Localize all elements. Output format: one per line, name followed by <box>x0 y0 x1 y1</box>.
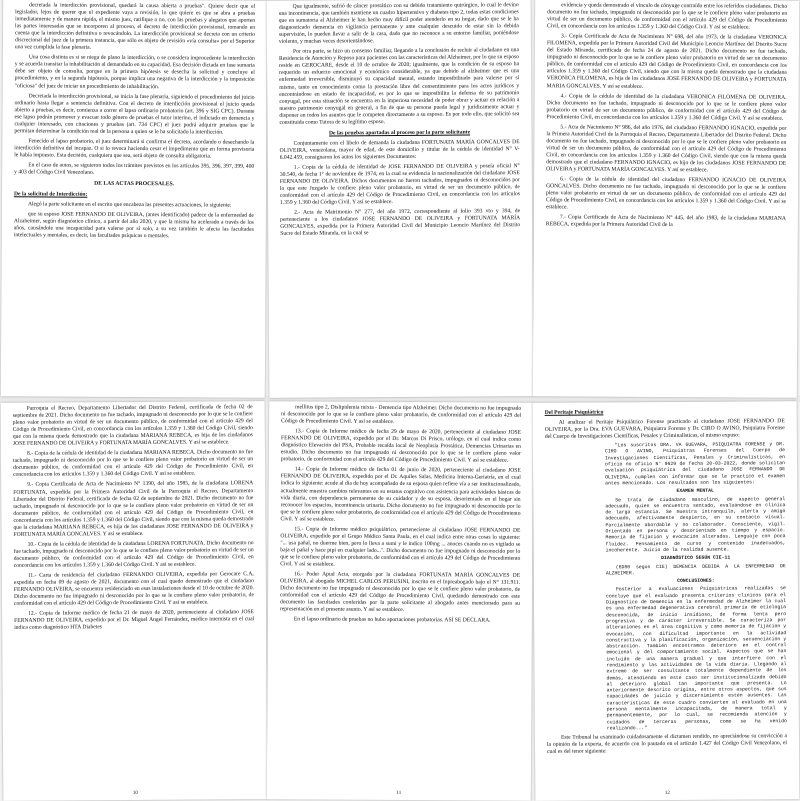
paragraph: Fenecido el lapso probatorio, el juez determinará si confirma el decreto, acordando o desechando la interdicción definitiva del incapaz. O si lo revoca haciendo cesar el impedimento que en forma provisoria le había impuesto. Esta decisión, cualquiera que sea, será objeto de consulta obligatoria. <box>14 138 255 160</box>
paragraph: evidencia y queda demostrado el vínculo de cónyuge contraído entre los referidos ciudadanos. Dicho documento no fue tachado, impugnado ni desconocido por lo que se le confiere pleno valor probatorio en virtud de ser un documento público, de conformidad con el artículo 429 del Código de Procedimiento Civil, en concordancia con los artículos 1.359 y 1.360 del Código Civil. Y así se establece. <box>547 2 788 31</box>
document-page <box>1 401 268 801</box>
section-heading: DE LAS ACTAS PROCESALES. <box>94 180 174 188</box>
paragraph: 12.- Copia de Informe médico de fecha 21 de mayo de 2020, perteneciente al ciudadano JOSE FERNANDO DE OLIVEIRA, expedido por el Dr. Miguel Angel Fernández, médico internista en el cual indica como diagnóstico HTA Diabetes <box>14 609 255 632</box>
page-content <box>13 404 255 632</box>
document-page <box>267 0 534 398</box>
report-heading: DIAGNÓSTICO SEGÚN CIE-11 <box>661 555 731 562</box>
report-heading: CONCLUSIONES: <box>677 578 715 585</box>
document-page <box>267 401 533 801</box>
document-page <box>533 0 799 398</box>
paragraph: mellitus tipo 2, Dislipidemia mixta - Demencia tipo Alzheimer. Dicho documento no fue impugnado ni desconocido por lo que se le confiere pleno valor probatorio, de conformidad con el artículo 429 del Código de Procedimiento Civil. Y así se establece. <box>281 404 522 426</box>
section-heading: De las pruebas aportadas al proceso por la parte solicitante <box>328 129 471 137</box>
paragraph: 9.- Copia Certificada de Acta de Nacimiento N° 1390, del año 1985, de la ciudadana LORENA FORTUNATA, expedida por la Primera Autoridad Civil de la Parroquia el Recreo, Departamento Libertador del Distrito Federal, certificada de fecha 02 de septiembre de 2021. Dicho documento no fue tachado, impugnado ni desconocido por lo que se le confiere pleno valor probatorio en virtud de ser un documento público, de conformidad con el artículo 429 del Código de Procedimiento Civil, en concordancia con los artículos 1.359 y 1.360 del Código Civil, siendo que con la misma queda demostrado que la ciudadana MARIANA REBECA, es hija de los ciudadanos JOSE FERNANDO DE OLIVEIRA y FORTUNATA MARÍA GONCALVES. Y así se establece. <box>13 480 254 538</box>
page-number: 11 <box>396 790 402 796</box>
page-content <box>546 2 787 230</box>
paragraph: 11.- Carta de residencia del ciudadano FERNANDO OLIVEIRA, expedida por Gerocare C.A, expedida en fecha 09 de agosto de 2021, documento con el cual quedo demostrado que el ciudadano FERNANDO OLIVEIRA, se encuentra residenciado en esas instalaciones desde el 10 de octubre de 2020. Dicho documento no fue impugnado ni desconocido por lo que se le confiere pleno valor probatorio, de conformidad con el artículo 429 del Código de Procedimiento Civil. Y así se establece. <box>13 571 254 608</box>
paragraph: Que igualmente, sufrió de cáncer prostático con su debido tratamiento quirúrgico, lo cual le devino una incontinencia, que también mantiene un cuadro hipertensivo y diabetes tipo 2, todas estas condiciones que en sumatoria al Alzheimer le han hecho muy difícil poder atenderlo en su hogar, dado que se le ha diagnosticado demencia en vigilancia permanente y ante cualquier descuido de estar sin la debida supervisión, lo pueden llevar a salir de la casa, dado que no reconoce a su entorno familiar, poniéndose violento, y muchas veces desorientándose. <box>278 2 519 46</box>
paragraph: 8.- Copia de la cédula de identidad de la ciudadana MARIANA REBECA. Dicho documento no fue tachado, impugnado ni desconocido por lo que se le confiere pleno valor probatorio en virtud de ser un documento público, de conformidad con el artículo 429 del Código de Procedimiento Civil, en concordancia con los artículos 1.359 y 1.360 del Código Civil. Y así se establece. <box>12 449 254 479</box>
paragraph: Alegó la parte solicitante en el escrito que encabeza las presentes actuaciones, lo siguiente: <box>27 201 232 209</box>
section-heading: Del Peritaje Psiquiátrico <box>544 409 604 416</box>
paragraph: 15.- Copia de Informe médico psiquiátrico, perteneciente al ciudadano JOSE FERNANDO DE OLIVEIRA, expedido por el Grupo Médico Santa Paula, en el cual indica entre otras cosas lo siguiente: "... usa pañal, no duerme bien, pero lo lleva a sumi y le indico 100mg ... anoces cuando no es vigilado se baja el pañal y hace pipí en cualquier lado...". Dicho documento no fue impugnado ni desconocido por lo que se le confiere pleno valor probatorio, de conformidad con el artículo 429 del Código de Procedimiento Civil. Y así se establece. <box>280 526 521 568</box>
report-paragraph: (6D80 según CIE) DEMENCIA DEBIDA A LA ENFERMEDAD DE ALZHEIMER. <box>605 563 786 577</box>
paragraph: 10.- Copia de la cédula de identidad de la ciudadana LORENA FORTUNATA. Dicho documento no fue tachado, impugnado ni desconocido por lo que se le confiere pleno valor probatorio en virtud de ser un documento público, de conformidad con el artículo 429 del Código de Procedimiento Civil, en concordancia con los artículos 1.359 y 1.360 del Código Civil. Y así se establece. <box>13 540 254 569</box>
section-heading: De la solicitud de Interdicción: <box>14 191 88 198</box>
paragraph: 16.- Poder Apud Acta, otorgado por la ciudadana FORTUNATA MARÍA GONCALVES DE OLIVEIRA, al abogado MICHEL CARLOS PERUSINI, inscrito en el Inpreabogado bajo el N° 131.911. Dicho documento no fue impugnado ni desconocido por lo que se le confiere pleno valor probatorio, de conformidad con el artículo 429 del Código de Procedimiento Civil, quedando demostrado con este documento las facultades conferidas por la parte solicitante al abogado antes mencionado para su representación en el presente asunto. Y así se establece. <box>279 571 521 614</box>
paragraph: Conjuntamente con el libelo de demanda la ciudadana FORTUNATA MARÍA GONCALVES DE OLIVEIRA, venezolana, mayor de edad, de este domicilio y titular de la cédula de identidad N° V-6.042.459, consignaron los autos los siguientes Documentos: <box>279 139 520 161</box>
page-content <box>545 408 787 756</box>
report-paragraph: Posterior a evaluaciones Psiquiátricas realizadas se concluye que el evaluado presenta criterios clínicos para el Diagnóstico de Demencia en la enfermedad de Alzheimer la cual es una enfermedad degenerativa cerebral primaria de etiología desconocida, de inicio insidioso, de forma lenta pero progresiva y de carácter irreversible. Se caracteriza por alteraciones en el área cognitiva y como memoria de fijación y evocación, con dificultad importante en la actividad constructiva y la planificación, organización, secuenciación y abstracción. También encontramos deterioro en el control emocional y del comportamiento social. Aspectos que se han incluido de una manera gradual y que interfiere con el rendimiento y las actividades de la vida diaria. Llegando al extremo de ser consultante totalmente dependiente de los demás, atendiendo en este caso ser institucionalizado debido al deterioro global tan importante que presenta. Lo anteriormente descrito origina, entre otros aspectos, que sus capacidades de juicio y discernimiento estén ausentes. Las características de este cuadro convierten al evaluado en una persona mentalmente incapacitada, de manera total y permanentemente, por lo cual, se recomienda atención y cuidados de terceras personas, como se ha venido realizando..." <box>605 586 787 732</box>
paragraph: 7.- Copia Certificada de Acta de Nacimiento N° 445, del año 1983, de la ciudadana MARIANA REBECA, expedida por la Primera Autoridad Civil de la <box>545 214 786 229</box>
paragraph: 13.- Copia de Informe médico de fecha 29 de mayo de 2020, perteneciente al ciudadano JOSE FERNANDO DE OLIVEIRA, expedido por el Dr. Marcos Di Prisco, urólogo, en el cual indica como diagnóstico Elevación del PSA, Probable recaída local de Neoplasia Prostática, Demencias Urinarias en estudio. Dicho documento no fue impugnado ni desconocido por lo que se le confiere pleno valor probatorio, de conformidad con el artículo 429 del Código de Procedimiento Civil. Y así se establece. <box>280 428 522 464</box>
page-content <box>280 404 521 625</box>
page-number: 12 <box>664 790 670 796</box>
paragraph: 4.- Copia de la cédula de identidad de la ciudadana VERONICA FILOMENA DE OLIVEIRA. Dicho documento no fue tachado, impugnado ni desconocido por lo que se le confiere pleno valor probatorio en virtud de ser un documento público, de conformidad con el artículo 429 del Código de Procedimiento Civil, en concordancia con los artículos 1.359 y 1.360 del Código Civil. Y así se establece. <box>546 92 787 122</box>
quoted-expert-report <box>605 442 787 732</box>
paragraph: Una cosa distinta es si se niega de plano la interdicción, o se considera improcedente la interdicción y se acuerda transitar la inhabilitación al demandado en su capacidad. Esa decisión dictada en fase sumaria debe ser objeto de consulta, porque en la primera hipótesis se desecha la solicitud y concluye el procedimiento, y en la segunda hipótesis, porque implica una negativa de la interdicción y la imposición "oficiosa" del juez de iniciar un procedimiento de inhabilitación. <box>14 54 255 90</box>
paragraph: 1.- Copia de la cédula de identidad de JOSE FERNANDO DE OLIVEIRA y poseía oficial N° 30.540, de fecha 1° de noviembre de 1974, en la cual se evidencia la nacionalización del ciudadano JOSE FERNANDO DE OLIVEIRA. Dichos documentos no fueron tachados, impugnados ni desconocidos por lo que este Juzgado le confiere pleno valor probatorio, en virtud de ser un documento público, de conformidad con el artículo 429 del Código de Procedimiento Civil, en concordancia con los artículos 1.359 y 1.360 del Código Civil. Y así se establece. <box>279 163 520 207</box>
paragraph: que su esposo JOSE FERNANDO DE OLIVEIRA, (antes identificado) padece de la enfermedad de Alzaheimer, según diagnóstico clínico, a partir del año 2020, y que la misma ha acelerado a través de los años, causándole una incapacidad para valerse por sí solo, a su vez también le afecta las facultades intelectuales y mentales, es decir, las facultades psíquicas o mentales. <box>13 211 254 240</box>
paragraph: Parroquia el Recreo, Departamento Libertador del Distrito Federal, certificada de fecha 02 de septiembre de 2021. Dicho documento no fue tachado, impugnado ni desconocido por lo que se le confiere pleno valor probatorio en virtud de ser un documento público, de conformidad con el artículo 429 del Código de Procedimiento Civil, en concordancia con los artículos 1.359 y 1.360 del Código Civil, siendo que con la misma queda demostrado que la ciudadana MARIANA REBECA, es hija de los ciudadanos JOSE FERNANDO DE OLIVEIRA y FORTUNATA MARÍA GONCALVES. Y así se establece. <box>12 404 253 448</box>
paragraph: En el caso de autos, se siguieron todos los trámites previstos en los artículos 395, 396, 397, 399, 400 y 403 del Código Civil Venezolano. <box>14 162 255 176</box>
page-content <box>279 2 521 238</box>
paragraph: Decretada la interdicción provisional, se inicia la fase plenaria, siguiendo el procedimiento del juicio ordinario hasta llegar a sentencia definitiva. Con el decreto de interdicción provisional el juicio queda abierto a pruebas, es decir, comienza a correr el lapso ordinario probatorio (art. 396 y SIG CPC). Durante ese lapso podrán promover y evacuar todo género de pruebas el tutor interino, el indiciado en demencia y cualquier interesado, con citaciones y pruebas (art. 734 CPC) el juez podrá adquirir pruebas que le permitan determinar la condición real de la persona a quien se le ha solicitado la interdicción. <box>14 92 255 136</box>
paragraph: Por otra parte, se hizo un consenso familiar, llegando a la conclusión de recluir al ciudadano en una Residencia de Atención y Reposo para pacientes con las características del Alzheimer, por lo que su esposo reside en GEROCARE, desde el 10 de octubre de 2020; igualmente, que la condición de su esposo ha requerido un esfuerzo emocional y económico considerable, ya que debido al alzheimer que es una enfermedad irreversible, disminuyó su capacidad mental, estando imposibilitado para valerse por sí mismo, tanto en conocimiento como la prestación libre del consentimiento para los actos jurídicos y encontrándose en estado de incapacidad, es por lo que se imposibilita la defensa de su patrimonio conyugal, por esta situación se encuentra en la imperiosa necesidad de poder obrar y actuar en relación a nuestro patrimonio conyugal en general, a fin de que su persona pueda legal y jurídicamente actuar y disponer en todos los asuntos que le competen directamente a su esposo. Es por todo ello, que solicitó sea constituida como Tutora de su legítimo esposo. <box>279 47 520 126</box>
page-content <box>14 2 255 241</box>
paragraph: 6.- Copia de la cédula de identidad del ciudadano FERNANDO IGNACIO DE OLIVEIRA GONCALVES. Dicho documento no fue tachado, impugnado ni desconocido por lo que se le confiere pleno valor probatorio en virtud de ser un documento público, de conformidad con el artículo 429 del Código de Procedimiento Civil, en concordancia con los artículos 1.359 y 1.360 del Código Civil. Y así se establece. <box>545 176 787 211</box>
paragraph: decretada la interdicción provisional, quedará la causa abierta a pruebas". Quiere decir que el legislador, lejos de querer que el expediente vaya a revisión, lo que quiere es que se abra a pruebas inmediatamente y de manera rápida, el mismo juez, ratifique o no, con las pruebas y alegatos que aporten las partes interesadas que se incorporen al proceso, el decreto de interdicción provisional, tomando en cuenta que la interdicción definitiva o revocándolo. La interdicción provisional se decreta con un criterio discrecional del juez de la primera instancia, que sólo es objeto de revisión «vía consulta» por el Superior una vez cumplida la fase plenaria. <box>14 2 256 52</box>
paragraph: 2.- Acta de Matrimonio N° 277, del año 1972, correspondiente al folio 393 vto y 394, de perteneciente a los ciudadanos JOSE FERNANDO DE OLIVEIRA y FORTUNATA MARÍA GONCALVES, expedida por la Primera Autoridad Civil del Municipio Leoncio Martínez del Distrito Sucre del Estado Miranda, en la cual se <box>280 208 521 238</box>
paragraph: En el lapso ordinario de pruebas no hubo aportaciones probatorias. ASÍ SE DECLARA. <box>293 616 491 624</box>
paragraph: 3.- Copia Certificada de Acta de Nacimiento N° 698, del año 1973, de la ciudadana VERONICA FILOMENA, expedida por la Primera Autoridad Civil del Municipio Leoncio Martínez del Distrito Sucre del Estado Miranda, certificada de fecha 24 de agosto de 2021. Dicho documento no fue tachado, impugnado ni desconocido por lo que se le confiere pleno valor probatorio en virtud de ser un documento público, de conformidad con el artículo 429 del Código de Procedimiento Civil, en concordancia con los artículos 1.359 y 1.360 del Código Civil, siendo que con la misma queda demostrado que la ciudadana VERONICA FILOMENA, es hija de los ciudadanos JOSE FERNANDO DE OLIVEIRA y FORTUNATA MARIA GONCALVES. Y así se establece. <box>546 33 788 90</box>
paragraph: 14.- Copia de Informe médico de fecha 01 de junio de 2020, perteneciente al ciudadano JOSE FERNANDO DE OLIVEIRA, expedido por el Dr. Aquiles Salas, Medicina Interna-Geriatría, en el cual indica lo siguiente: acude al día de hoy acompañado de su esposa quien refiere vía a ser institucionalizado, actualmente muestra cambios relevantes en su estatus cognitivo con asistencia para actividades básicas de vida diaria, con dependencia permanente de su cuidador y de su esposa, desorientado en el hogar sin reconocer los espacios, incontinencia urinaria. Dicho documento no fue impugnado ni desconocido por lo que se le confiere pleno valor probatorio, de conformidad con el artículo 429 del Código de Procedimiento Civil. Y así se establece. <box>280 466 521 523</box>
paragraph: 5.- Acta de Nacimiento N° 986, del año 1976, del ciudadano FERNANDO IGNACIO, expedida por la Primera Autoridad Civil de la Parroquia el Recreo, Departamento Libertador del Distrito Federal. Dicho documento no fue tachado, impugnado ni desconocido por lo que se le confiere pleno valor probatorio en virtud de ser un documento público, de conformidad con el artículo 429 del Código de Procedimiento Civil, en concordancia con los artículos 1.359 y 1.360 del Código Civil, siendo que con la misma queda demostrado que el ciudadano FERNANDO IGNACIO, es hijo de los ciudadanos JOSE FERNANDO DE OLIVEIRA y FORTUNATA MARÍA GONCALVES. Y así se establece. <box>546 124 787 174</box>
report-heading: EXAMEN MENTAL <box>676 488 714 495</box>
page-number: 10 <box>132 790 138 796</box>
paragraph: Este Tribunal ha examinado cuidadosamente el dictamen rendido, no apreciándose su convicción a la opinión de la experta, de acuerdo con lo pautado en el artículo 1.427 del Código Civil Venezolano, el cual es del tenor siguiente: <box>546 733 788 756</box>
report-paragraph: Se trata de ciudadano masculino, de aspecto general adecuado, quien se encuentra sentado, evaluándose en clínica de larga estancia. Se muestra intranquilo, alerta y amigo adecuado, afectivamente despierto, en su contacto visual. Parcialmente abordable y no colaborador. Consciente, vigil. Orientado en persona y desorientado en tiempo y espacio. Memoria de fijación y evocación alteradas. Lenguaje con poca fluidez. Pensamiento de curso y contenido inadecuados, incoherente. Juicio de la realidad ausente. <box>605 496 786 554</box>
paragraph: Al analizar el Peritaje Psiquiátrico Forense practicado al ciudadano JOSE FERNANDO DE OLIVEIRA, por la Dra. EVA GUEVARA, Psiquiatra Forense y Dr. CIRO O AVINO, Psiquiatra Forense del Cuerpo de Investigaciones Científicas, Penales y Criminalísticas, el mismo expuso: <box>544 418 785 440</box>
document-page <box>533 401 800 801</box>
document-page <box>1 0 267 398</box>
report-paragraph: "Los suscritos DRA. VA GUEVARA, PSIQUIATRA FORENSE y DR. CIRO O AVINO, Psiquiatras Forenses del Cuerpo de Investigaciones Científicas, Penales y Criminalísticas, en oficio no oficio N° 9629 de fecha 20-03-2022, donde solicitan evaluación psiquiátrica del ciudadano JOSE FERNANDO DE OLIVEIRA, cumplen con informar que se le practicó el examen antes mencionado. Los resultados son los siguientes: <box>604 442 786 487</box>
